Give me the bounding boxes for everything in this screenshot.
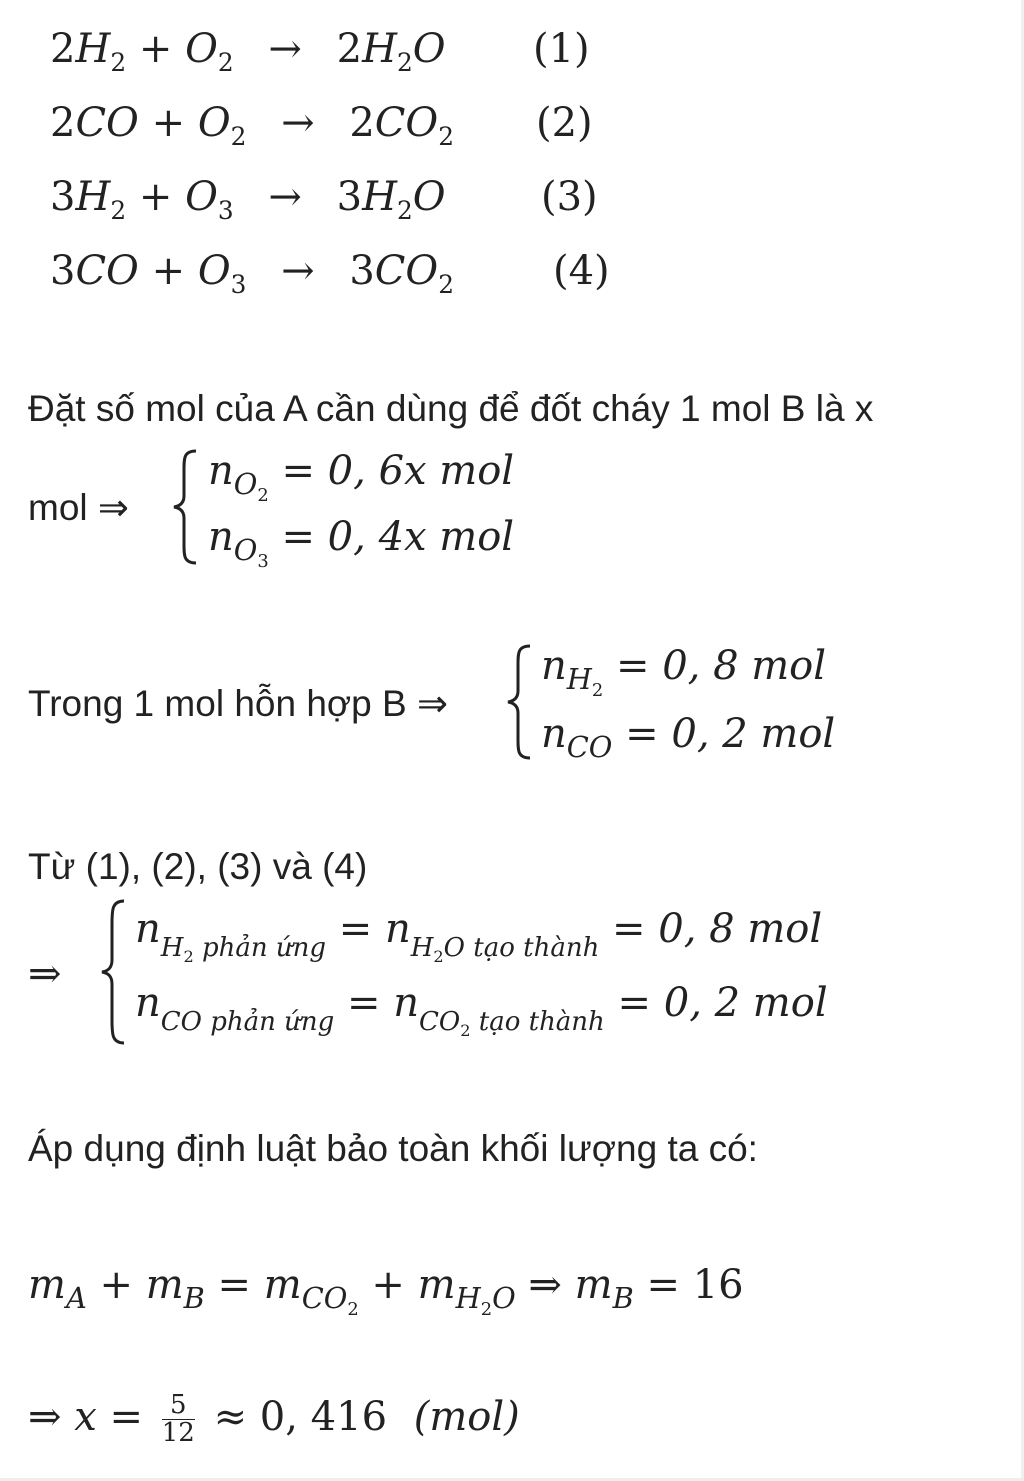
paragraph-mol-a: Đặt số mol của A cần dùng để đốt cháy 1 mol B là x: [28, 388, 874, 429]
reaction-label-4: (4): [553, 248, 610, 294]
reaction-3: $3H_2 + O_3 \to 3H_2O$: [50, 174, 446, 225]
paragraph-from-reactions: Từ (1), (2), (3) và (4): [28, 846, 368, 887]
eq-n-o2: $n_{O_2} = 0$, 6x mol: [208, 448, 515, 506]
arrow-icon: →: [281, 248, 315, 294]
arrow-icon: →: [268, 174, 302, 220]
eq-x-result: ⇒ x = $\frac{5}{12}$ ≈ 0, 416 (mol): [28, 1390, 520, 1449]
fraction: $\frac{5}{12}$: [161, 1390, 195, 1449]
paragraph-mass-conservation: Áp dụng định luật bảo toàn khối lượng ta có:: [28, 1128, 758, 1169]
eq-n-h2: $n_{H_2} = 0$, 8 mol: [541, 643, 827, 701]
reaction-label-1: (1): [533, 26, 590, 72]
arrow-icon: →: [281, 100, 315, 146]
arrow-icon: →: [268, 26, 302, 72]
reaction-4: $3CO + O_3 \to 3CO_2$: [50, 248, 454, 299]
mol-prefix: mol ⇒: [28, 487, 129, 528]
eq-co-balance: $n_{CO phản ứng} = n_{CO_2 tạo thành} = 0$, 2 mol: [135, 980, 828, 1041]
eq-mass-balance: $m_A + m_B = m_{CO_2} + m_{H_2O}$ ⇒ $m_B = 16$: [28, 1262, 744, 1320]
eq-h2-balance: $n_{H_2 phản ứng} = n_{H_2O tạo thành} = 0$, 8 mol: [135, 906, 823, 967]
eq-n-co: $n_{CO} = 0$, 2 mol: [541, 711, 836, 765]
reaction-2: $2CO + O_2 \to 2CO_2$: [50, 100, 454, 151]
left-brace-icon: [98, 898, 128, 1046]
eq-n-o3: $n_{O_3} = 0$, 4x mol: [208, 514, 515, 572]
implies-arrow: ⇒: [28, 951, 62, 997]
reaction-1: $2H_2 + O_2 \to 2H_2O$: [50, 26, 446, 77]
reaction-label-3: (3): [541, 174, 598, 220]
reaction-label-2: (2): [536, 100, 593, 146]
left-brace-icon: [504, 643, 534, 761]
left-brace-icon: [170, 448, 200, 566]
paragraph-mixture-b: Trong 1 mol hỗn hợp B ⇒: [28, 683, 448, 724]
